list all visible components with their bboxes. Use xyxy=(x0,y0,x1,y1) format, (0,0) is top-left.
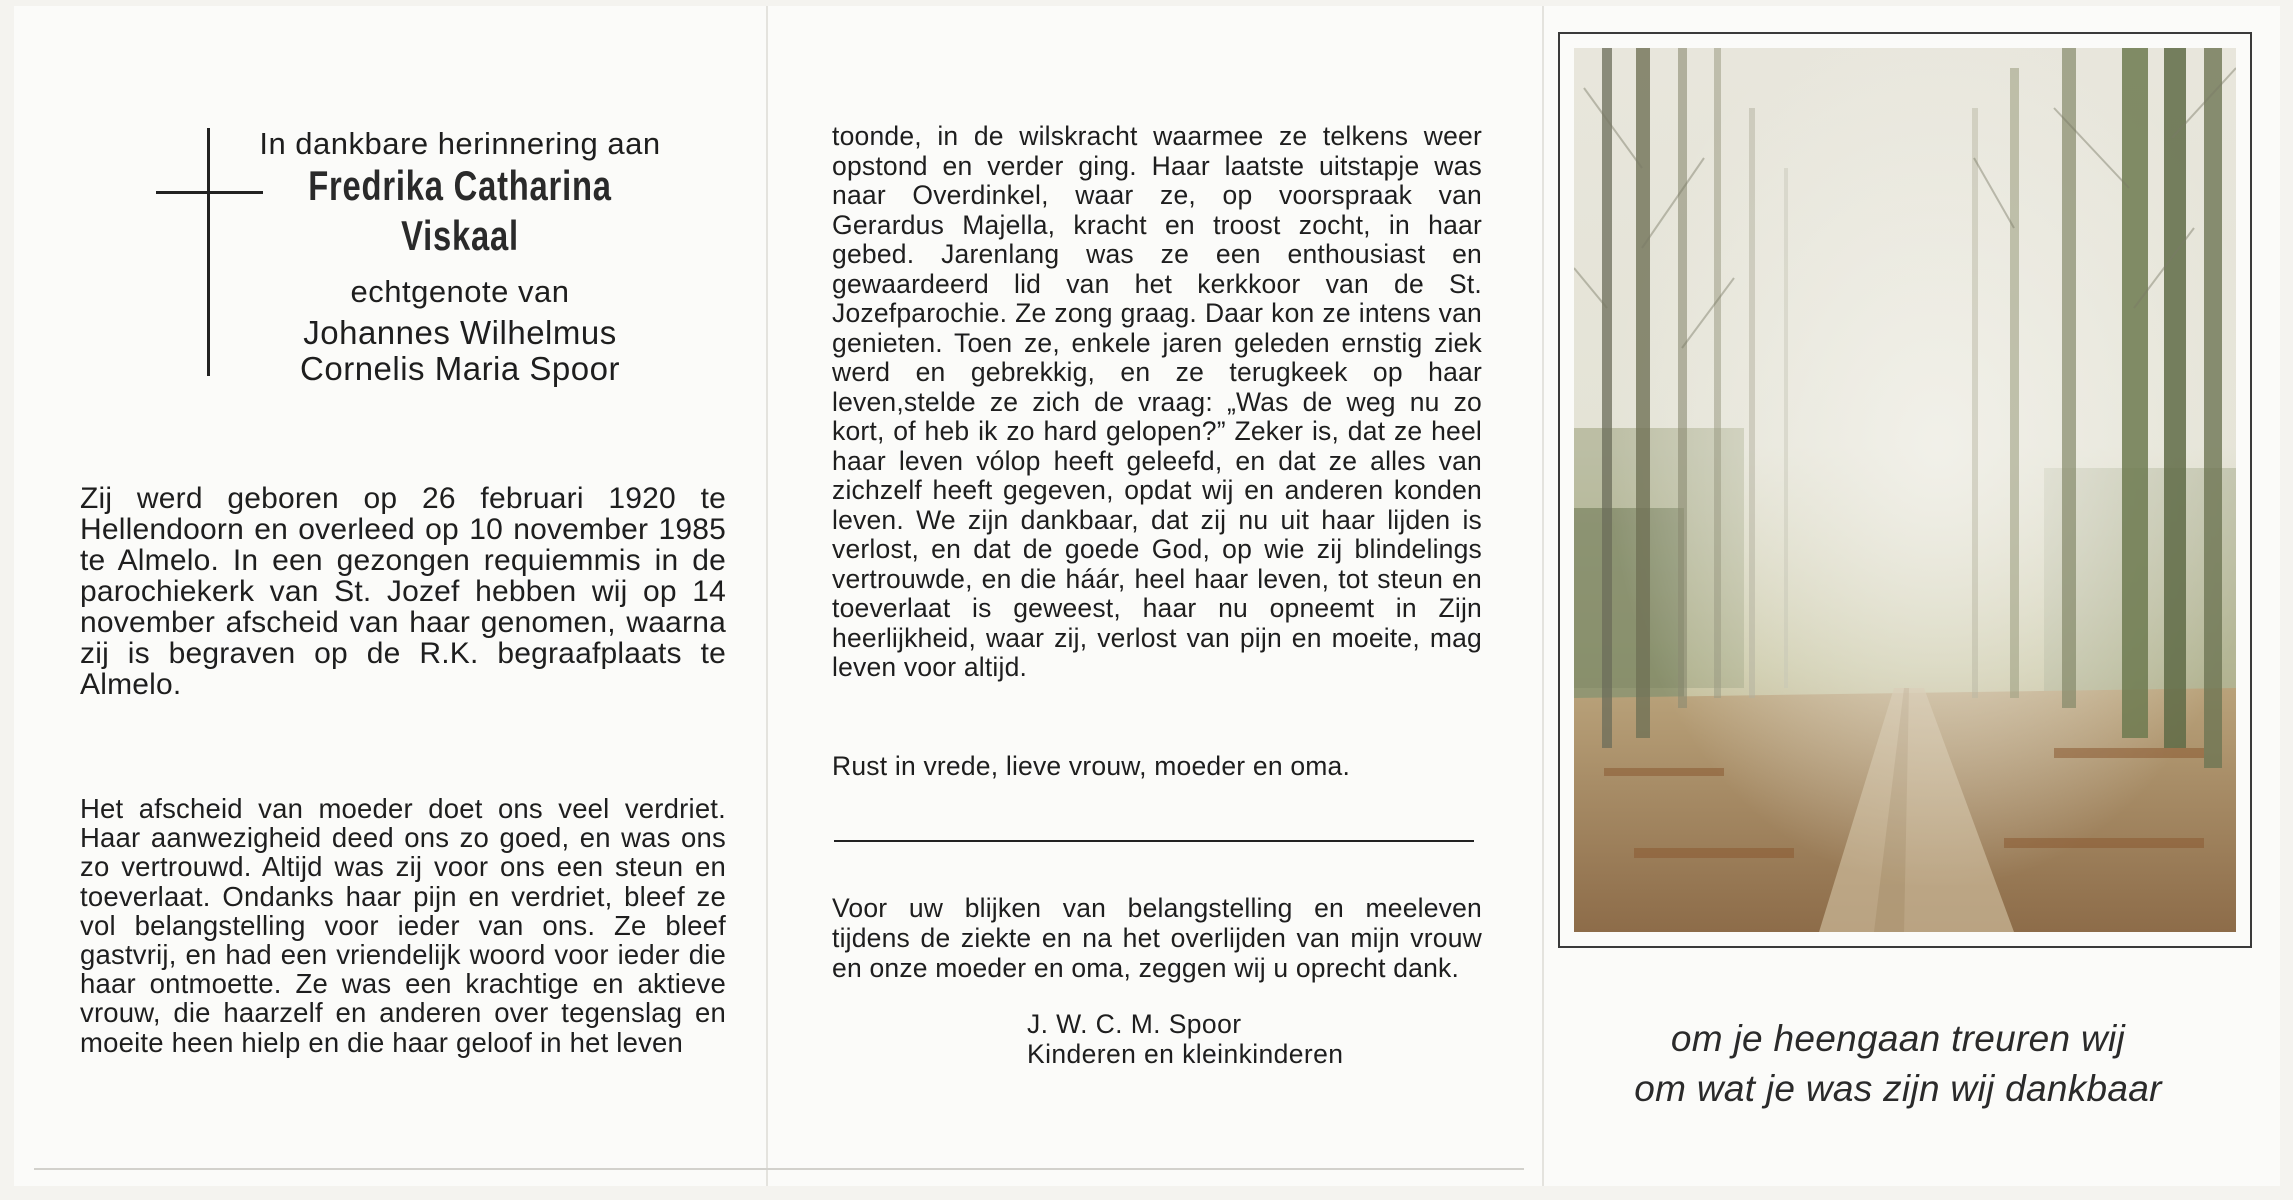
cross-icon xyxy=(207,128,210,376)
cross-icon-bar xyxy=(156,191,263,194)
bottom-edge-line xyxy=(34,1168,1524,1170)
verse-line1: om je heengaan treuren wij xyxy=(1670,1018,2126,1059)
signature-line1: J. W. C. M. Spoor xyxy=(1027,1009,1242,1039)
fold-line-left xyxy=(766,6,768,1186)
intro-text: In dankbare herinnering aan xyxy=(259,126,661,161)
rest-in-peace-line: Rust in vrede, lieve vrouw, moeder en oma. xyxy=(832,751,1351,781)
photo-frame xyxy=(1558,32,2252,948)
forest-lane-image xyxy=(1574,48,2236,932)
signature-line2: Kinderen en kleinkinderen xyxy=(1027,1039,1344,1069)
fold-line-right xyxy=(1542,6,1544,1186)
spouse-name-line2: Cornelis Maria Spoor xyxy=(300,350,620,387)
deceased-name-line2: Viskaal xyxy=(401,212,519,259)
spouse-label: echtgenote van xyxy=(350,274,570,309)
tribute-paragraph: Het afscheid van moeder doet ons veel verdriet. Haar aanwezigheid deed ons zo goed, en was ons zo vertrouwd. Altijd was zij voor ons een steun en toeverlaat. Ondanks haar pijn en verdriet, bleef ze vol belangstelling voor ieder van ons. Ze bleef gastvrij, en had een vriendelijk woord voor ieder die haar ontmoette. Ze was een krachtige en aktieve vrouw, die haarzelf en anderen over tegenslag en moeite heen hielp en die haar geloof in het leven xyxy=(80,793,726,1058)
divider-line xyxy=(834,840,1474,842)
tribute-continuation-paragraph: toonde, in de wilskracht waarmee ze telkens weer opstond en verder ging. Haar laatste uitstapje was naar Overdinkel, waar ze, op voorspraak van Gerardus Majella, kracht en troost zocht, in haar gebed. Jarenlang was ze een enthousiast en gewaardeerd lid van het kerkkoor van de St. Jozefparochie. Ze zong graag. Daar kon ze intens van genieten. Toen ze, enkele jaren geleden ernstig ziek werd en gebrekkig, en ze terugkeek op haar leven,stelde ze zich de vraag: „Was de weg nu zo kort, of heb ik zo hard gelopen?” Zeker is, dat ze heel haar leven vólop heeft geleefd, en dat ze alles van zichzelf heeft gegeven, opdat wij en anderen konden leven. We zijn dankbaar, dat zij nu uit haar lijden is verlost, en dat de goede God, op wie zij blindelings vertrouwde, en die háár, heel haar leven, tot steun en toeverlaat is geweest, haar nu opneemt in Zijn heerlijkheid, waar zij, verlost van pijn en moeite, mag leven voor altijd. xyxy=(832,121,1482,682)
forest-lane-photo xyxy=(1574,48,2236,932)
verse-line2: om wat je was zijn wij dankbaar xyxy=(1634,1068,2162,1109)
thanks-paragraph: Voor uw blijken van belangstelling en meeleven tijdens de ziekte en na het overlijden van mijn vrouw en onze moeder en oma, zeggen wij u oprecht dank. xyxy=(832,893,1482,983)
birth-death-paragraph: Zij werd geboren op 26 februari 1920 te Hellendoorn en overleed op 10 november 1985 te Almelo. In een gezongen requiemmis in de parochiekerk van St. Jozef hebben wij op 14 november afscheid van haar genomen, waarna zij is begraven op de R.K. begraafplaats te Almelo. xyxy=(80,482,726,701)
deceased-name-line1: Fredrika Catharina xyxy=(308,162,612,209)
spouse-name-line1: Johannes Wilhelmus xyxy=(303,314,617,351)
